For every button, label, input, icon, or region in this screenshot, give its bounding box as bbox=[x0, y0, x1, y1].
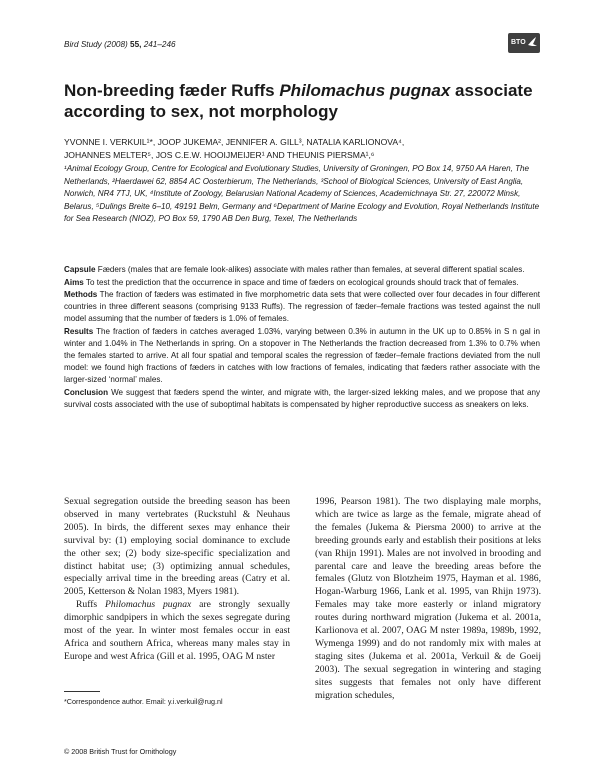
body-paragraph-continued: 1996, Pearson 1981). The two displaying male morphs, which are twice as large as the female, migrate ahead of the females (Jukema & Piersma 2000) to arrive at the breeding grounds early and establish their positions at leks (van Rhijn 1991). Males are not involved in brooding and parental care and leave the breeding areas before the females (Glutz von Blotzheim 1975, Hayman et al. 1986, Hogan-Warburg 1966, Lank et al. 1995, van Rhijn 1973). Females may take more easterly or inland migratory routes during northward migration (Jukema et al. 2001a, Karlionova et al. 2007, OAG M nster 1989a, 1989b, 1992, Wymenga 1999) and do not randomly mix with males at staging sites (Jukema et al. 2001a, Verkuil & de Goeij 2003). The sexual segregation in wintering and staging sites suggests that females not only have different migration schedules, bbox=[315, 496, 541, 701]
title-latin: Philomachus pugnax bbox=[279, 81, 451, 100]
title-part2: associate according to sex, not morphology bbox=[64, 81, 533, 121]
journal-year: (2008) bbox=[104, 40, 128, 49]
bto-logo bbox=[508, 33, 540, 53]
p2-start: Ruffs bbox=[76, 599, 106, 611]
affiliations: ¹Animal Ecology Group, Centre for Ecological and Evolutionary Studies, University of Groningen, PO Box 14, 9750 AA Haren, The Netherlands, ²Haerdawei 62, 8854 AC Oosterbierum, The Netherlands, ³School of Biological Sciences, University of East Anglia, Norwich, NR4 7TJ, UK, ⁴Institute of Zoology, Belarusian National Academy of Sciences, Academichnaya Str. 27, 220072 Minsk, Belarus, ⁵Dulings Breite 6–10, 49191 Belm, Germany and ⁶Department of Marine Ecology and Evolution, Royal Netherlands Institute for Sea Research (NIOZ), PO Box 59, 1790 AB Den Burg, Texel, The Netherlands bbox=[64, 164, 540, 224]
conclusion-text: We suggest that fæders spend the winter, and migrate with, the larger-sized lekking males, and we propose that any survival costs associated with the use of suboptimal habitats is compensated by higher reproductive success as sneakers on leks. bbox=[64, 387, 540, 410]
results-label: Results bbox=[64, 326, 94, 336]
author-line-1: YVONNE I. VERKUIL¹*, JOOP JUKEMA², JENNIFER A. GILL³, NATALIA KARLIONOVA⁴, bbox=[64, 137, 405, 147]
footnote-divider bbox=[64, 691, 100, 692]
abstract-conclusion bbox=[64, 387, 540, 411]
body-paragraph-2 bbox=[64, 599, 290, 664]
results-text: The fraction of fæders in catches averaged 1.03%, varying between 0.3% in autumn in the UK up to 0.85% in S n gal in winter and 1.04% in The Netherlands in spring. On a stopover in The Netherlands the fraction decreased from 1.3% to 0.7% when the females started to arrive. At all four spatial and temporal scales the regression of fæder–female fractions deviated from the null model: we found high fractions of fæders in catches with low fractions of females, indicating that fæders rather associate with the larger-sized ‘normal’ males. bbox=[64, 326, 540, 385]
journal-volume: 55, bbox=[130, 40, 142, 49]
aims-text: To test the prediction that the occurrence in space and time of fæders on ecological grounds should track that of females. bbox=[83, 277, 519, 287]
abstract-results bbox=[64, 326, 540, 386]
capsule-text: Fæders (males that are female look-alikes) associate with males rather than females, at several different spatial scales. bbox=[95, 265, 525, 274]
abstract-methods bbox=[64, 289, 540, 325]
bto-logo-text: BTO bbox=[511, 39, 526, 46]
journal-citation bbox=[64, 40, 176, 49]
abstract bbox=[64, 264, 540, 412]
body-paragraph-1: Sexual segregation outside the breeding season has been observed in many vertebrates (Ruckstuhl & Neuhaus 2005). In birds, the different sexes may enhance their survival by: (1) employing social dominance to exclude the other sex; (2) body size-specific specialization and distinct habitat use; (3) optimizing annual schedules, especially arrival time in the breeding areas (Catry et al. 2005, Ketterson & Nolan 1983, Myers 1981). bbox=[64, 496, 290, 598]
abstract-aims bbox=[64, 277, 540, 289]
methods-label: Methods bbox=[64, 290, 98, 300]
author-line-2: JOHANNES MELTER⁵, JOS C.E.W. HOOIJMEIJER¹ AND THEUNIS PIERSMA¹,⁶ bbox=[64, 150, 375, 160]
body-column-right bbox=[315, 496, 541, 703]
copyright-notice: © 2008 British Trust for Ornithology bbox=[64, 747, 177, 756]
body-column-left bbox=[64, 496, 290, 664]
article-title bbox=[64, 80, 544, 122]
abstract-capsule bbox=[64, 264, 540, 276]
correspondence-note: *Correspondence author. Email: y.i.verkuil@rug.nl bbox=[64, 697, 223, 706]
author-list bbox=[64, 136, 540, 162]
p2-rest: are strongly sexually dimorphic sandpipers in which the sexes segregate during most of the year. In winter most females occur in east Africa and southern Africa, whereas many males stay in Europe and west Africa (Gill et al. 1995, OAG M nster bbox=[64, 599, 290, 662]
aims-label: Aims bbox=[64, 277, 84, 287]
bird-icon bbox=[527, 36, 538, 49]
title-part1: Non-breeding fæder Ruffs bbox=[64, 81, 280, 100]
capsule-label: Capsule bbox=[64, 265, 96, 274]
journal-pages: 241–246 bbox=[143, 40, 176, 49]
journal-name: Bird Study bbox=[64, 40, 102, 49]
conclusion-label: Conclusion bbox=[64, 387, 109, 397]
p2-latin: Philomachus pugnax bbox=[105, 599, 192, 611]
methods-text: The fraction of fæders was estimated in five morphometric data sets that were collected over four decades in four different countries in three different seasons (comprising 9133 Ruffs). The regression of fæder–female fractions was tested against the null model assuming that the number of fæders is 1.0% of females. bbox=[64, 290, 540, 324]
